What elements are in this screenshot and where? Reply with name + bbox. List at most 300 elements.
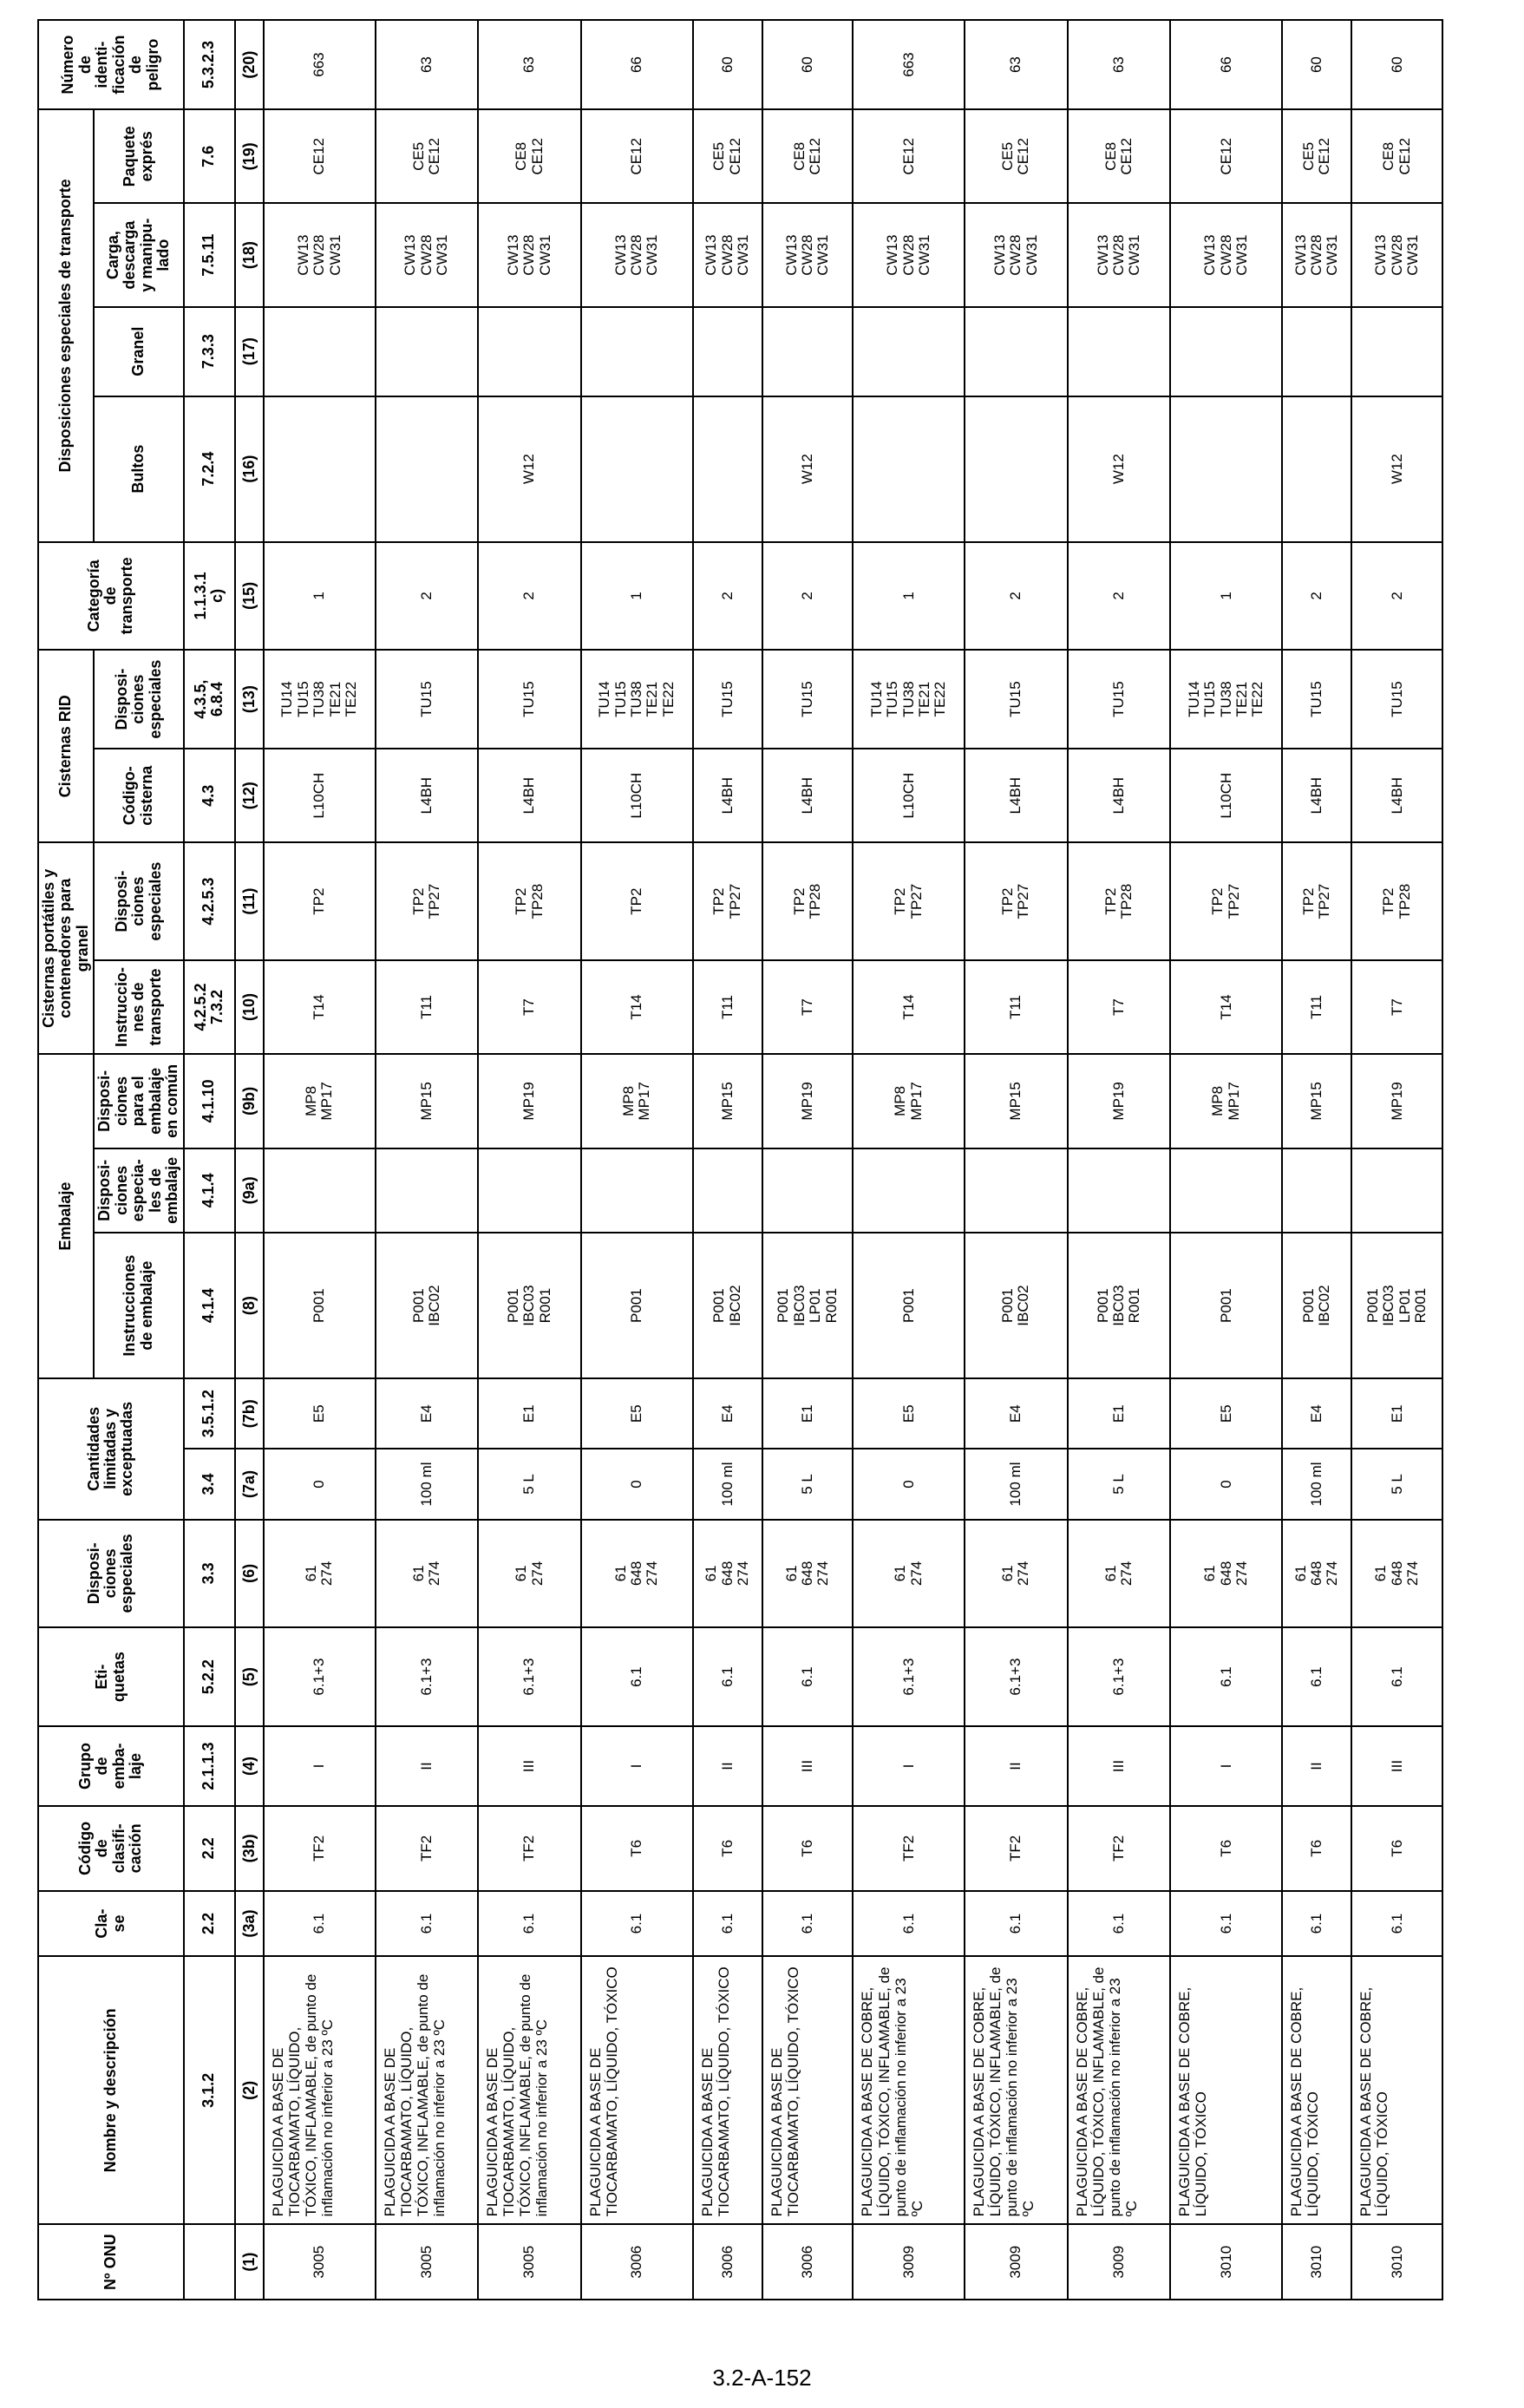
table-row: [693, 20, 762, 2300]
column-number-row: [235, 20, 264, 2300]
table-cell: MP15: [1282, 1054, 1351, 1148]
un-number-cell: 3009: [965, 2224, 1068, 2300]
table-cell: TU15: [1351, 650, 1442, 749]
table-row: [965, 20, 1068, 2300]
table-cell: MP19: [1068, 1054, 1171, 1148]
header-clase: Cla- se: [38, 1891, 184, 1957]
colnum-cell-8: (7a): [235, 1449, 264, 1519]
ref-cell-1: [184, 2224, 235, 2300]
table-cell: [762, 307, 854, 396]
table-cell: [376, 1148, 479, 1233]
table-cell: [478, 1148, 581, 1233]
table-cell: III: [1351, 1726, 1442, 1806]
table-cell: E4: [1282, 1378, 1351, 1449]
table-cell: MP15: [376, 1054, 479, 1148]
name-description-cell: PLAGUICIDA A BASE DE COBRE, LÍQUIDO, TÓXICO, INFLAMABLE, de punto de inflamación no inferior a 23 ºC: [965, 1956, 1068, 2224]
table-cell: 2: [965, 542, 1068, 651]
table-cell: 6.1: [1282, 1891, 1351, 1957]
table-cell: E5: [1170, 1378, 1282, 1449]
table-cell: 1: [581, 542, 693, 651]
table-cell: [853, 307, 965, 396]
table-cell: E5: [264, 1378, 376, 1449]
table-cell: T14: [1170, 960, 1282, 1054]
table-cell: TF2: [965, 1806, 1068, 1891]
table-cell: 63: [478, 20, 581, 109]
table-row: [1068, 20, 1171, 2300]
table-cell: MP19: [478, 1054, 581, 1148]
table-cell: 6.1: [1282, 1627, 1351, 1726]
table-cell: MP8 MP17: [581, 1054, 693, 1148]
ref-cell-14: 4.2.5.3: [184, 842, 235, 959]
ref-cell-8: 3.4: [184, 1449, 235, 1519]
table-cell: [965, 307, 1068, 396]
header-embalaje: Embalaje: [38, 1054, 94, 1378]
table-cell: 6.1+3: [853, 1627, 965, 1726]
table-cell: [965, 396, 1068, 542]
table-cell: CE5 CE12: [693, 109, 762, 203]
table-cell: [1351, 1148, 1442, 1233]
name-description-cell: PLAGUICIDA A BASE DE TIOCARBAMATO, LÍQUIDO, TÓXICO, INFLAMABLE, de punto de inflamación no inferior a 23 ºC: [264, 1956, 376, 2224]
table-cell: TU14 TU15 TU38 TE21 TE22: [1170, 650, 1282, 749]
table-cell: II: [693, 1726, 762, 1806]
colnum-cell-2: (2): [235, 1956, 264, 2224]
table-cell: 6.1: [1170, 1627, 1282, 1726]
table-cell: [1170, 1148, 1282, 1233]
colnum-cell-4: (3b): [235, 1806, 264, 1891]
table-cell: MP8 MP17: [1170, 1054, 1282, 1148]
table-cell: CW13 CW28 CW31: [1170, 204, 1282, 307]
table-cell: 6.1: [762, 1891, 854, 1957]
un-number-cell: 3010: [1282, 2224, 1351, 2300]
table-cell: 61 274: [853, 1520, 965, 1628]
table-cell: 2: [478, 542, 581, 651]
colnum-cell-14: (11): [235, 842, 264, 959]
table-cell: [1170, 396, 1282, 542]
table-cell: CW13 CW28 CW31: [264, 204, 376, 307]
table-cell: I: [581, 1726, 693, 1806]
table-cell: T14: [853, 960, 965, 1054]
ref-cell-12: 4.1.10: [184, 1054, 235, 1148]
table-cell: [264, 307, 376, 396]
table-cell: T6: [1282, 1806, 1351, 1891]
table-cell: TP2: [264, 842, 376, 959]
ref-cell-20: 7.5.11: [184, 204, 235, 307]
table-cell: [376, 307, 479, 396]
un-number-cell: 3005: [376, 2224, 479, 2300]
un-number-cell: 3010: [1351, 2224, 1442, 2300]
ref-cell-18: 7.2.4: [184, 396, 235, 542]
table-cell: 100 ml: [693, 1449, 762, 1519]
table-cell: MP8 MP17: [853, 1054, 965, 1148]
table-cell: TU14 TU15 TU38 TE21 TE22: [581, 650, 693, 749]
ref-cell-7: 3.3: [184, 1520, 235, 1628]
table-cell: [693, 396, 762, 542]
table-cell: L10CH: [853, 749, 965, 842]
table-cell: T14: [581, 960, 693, 1054]
table-cell: L10CH: [1170, 749, 1282, 842]
header-etiquetas: Eti- quetas: [38, 1627, 184, 1726]
ref-cell-13: 4.2.5.2 7.3.2: [184, 960, 235, 1054]
table-cell: TU15: [478, 650, 581, 749]
table-cell: 6.1: [581, 1891, 693, 1957]
colnum-cell-16: (13): [235, 650, 264, 749]
table-cell: CE8 CE12: [1351, 109, 1442, 203]
table-cell: 6.1: [581, 1627, 693, 1726]
table-cell: [1282, 307, 1351, 396]
name-description-cell: PLAGUICIDA A BASE DE COBRE, LÍQUIDO, TÓXICO, INFLAMABLE, de punto de inflamación no inferior a 23 ºC: [853, 1956, 965, 2224]
table-cell: MP8 MP17: [264, 1054, 376, 1148]
table-cell: E4: [376, 1378, 479, 1449]
table-cell: TP2 TP28: [1351, 842, 1442, 959]
ref-cell-5: 2.1.1.3: [184, 1726, 235, 1806]
ref-cell-2: 3.1.2: [184, 1956, 235, 2224]
table-cell: CE12: [264, 109, 376, 203]
table-cell: L4BH: [965, 749, 1068, 842]
table-cell: P001: [1170, 1233, 1282, 1378]
table-cell: 0: [581, 1449, 693, 1519]
table-cell: [1282, 1148, 1351, 1233]
table-cell: 5 L: [1351, 1449, 1442, 1519]
table-cell: TP2 TP27: [693, 842, 762, 959]
table-cell: T7: [1351, 960, 1442, 1054]
table-cell: I: [264, 1726, 376, 1806]
table-cell: T11: [1282, 960, 1351, 1054]
table-cell: W12: [1351, 396, 1442, 542]
ref-cell-15: 4.3: [184, 749, 235, 842]
table-cell: E1: [1351, 1378, 1442, 1449]
table-cell: CE8 CE12: [478, 109, 581, 203]
colnum-cell-3: (3a): [235, 1891, 264, 1957]
table-cell: TU14 TU15 TU38 TE21 TE22: [853, 650, 965, 749]
table-cell: 63: [965, 20, 1068, 109]
table-cell: 2: [762, 542, 854, 651]
header-disp-transporte: Disposiciones especiales de transporte: [38, 109, 94, 541]
table-cell: CE8 CE12: [762, 109, 854, 203]
table-cell: 60: [693, 20, 762, 109]
table-cell: [693, 1148, 762, 1233]
table-cell: II: [376, 1726, 479, 1806]
un-number-cell: 3010: [1170, 2224, 1282, 2300]
table-cell: TP2 TP27: [965, 842, 1068, 959]
table-cell: 0: [264, 1449, 376, 1519]
table-cell: 663: [853, 20, 965, 109]
table-cell: 5 L: [762, 1449, 854, 1519]
table-cell: [581, 1148, 693, 1233]
table-cell: W12: [1068, 396, 1171, 542]
table-cell: III: [762, 1726, 854, 1806]
table-cell: [853, 1148, 965, 1233]
table-cell: 5 L: [478, 1449, 581, 1519]
table-row: [1351, 20, 1442, 2300]
table-cell: 60: [1282, 20, 1351, 109]
table-cell: P001 IBC02: [1282, 1233, 1351, 1378]
table-row: [264, 20, 376, 2300]
un-number-cell: 3006: [762, 2224, 854, 2300]
table-cell: T6: [762, 1806, 854, 1891]
table-cell: [478, 307, 581, 396]
table-cell: P001: [581, 1233, 693, 1378]
table-cell: L4BH: [1068, 749, 1171, 842]
page-number: 3.2-A-152: [712, 2365, 812, 2391]
table-cell: T11: [965, 960, 1068, 1054]
header-disp-cist-rid: Disposi- ciones especiales: [94, 650, 183, 749]
table-cell: P001 IBC02: [693, 1233, 762, 1378]
table-cell: 63: [1068, 20, 1171, 109]
header-codigo-cisterna: Código- cisterna: [94, 749, 183, 842]
table-cell: 2: [376, 542, 479, 651]
table-cell: E1: [762, 1378, 854, 1449]
name-description-cell: PLAGUICIDA A BASE DE TIOCARBAMATO, LÍQUIDO, TÓXICO: [581, 1956, 693, 2224]
table-cell: L4BH: [762, 749, 854, 842]
table-row: [478, 20, 581, 2300]
table-cell: E4: [693, 1378, 762, 1449]
table-cell: E1: [478, 1378, 581, 1449]
table-cell: T6: [581, 1806, 693, 1891]
table-cell: [1351, 307, 1442, 396]
colnum-cell-11: (9a): [235, 1148, 264, 1233]
header-disposiciones: Disposi- ciones especiales: [38, 1520, 184, 1628]
table-cell: [1068, 307, 1171, 396]
header-instr-transporte: Instruccio- nes de transporte: [94, 960, 183, 1054]
table-cell: CW13 CW28 CW31: [1068, 204, 1171, 307]
table-cell: 6.1: [693, 1627, 762, 1726]
table-cell: L4BH: [693, 749, 762, 842]
table-cell: TF2: [376, 1806, 479, 1891]
table-cell: 61 648 274: [1351, 1520, 1442, 1628]
table-cell: [1170, 307, 1282, 396]
table-cell: [1282, 396, 1351, 542]
table-cell: 6.1: [693, 1891, 762, 1957]
table-row: [376, 20, 479, 2300]
table-cell: 663: [264, 20, 376, 109]
table-cell: TP2 TP28: [1068, 842, 1171, 959]
colnum-cell-9: (7b): [235, 1378, 264, 1449]
table-cell: 6.1+3: [264, 1627, 376, 1726]
table-cell: T7: [762, 960, 854, 1054]
table-cell: CW13 CW28 CW31: [1351, 204, 1442, 307]
table-cell: CW13 CW28 CW31: [376, 204, 479, 307]
table-cell: CW13 CW28 CW31: [853, 204, 965, 307]
table-cell: [581, 396, 693, 542]
table-cell: TP2 TP27: [376, 842, 479, 959]
header-paquete: Paquete exprés: [94, 109, 183, 203]
table-cell: L4BH: [478, 749, 581, 842]
colnum-cell-6: (5): [235, 1627, 264, 1726]
table-cell: MP19: [1351, 1054, 1442, 1148]
un-number-cell: 3006: [693, 2224, 762, 2300]
table-cell: [264, 1148, 376, 1233]
header-row-1: [38, 20, 94, 2300]
colnum-cell-10: (8): [235, 1233, 264, 1378]
table-cell: 61 648 274: [581, 1520, 693, 1628]
table-cell: TP2 TP28: [478, 842, 581, 959]
ref-cell-21: 7.6: [184, 109, 235, 203]
table-cell: TP2 TP27: [1282, 842, 1351, 959]
table-cell: 0: [853, 1449, 965, 1519]
colnum-cell-7: (6): [235, 1520, 264, 1628]
name-description-cell: PLAGUICIDA A BASE DE COBRE, LÍQUIDO, TÓXICO: [1351, 1956, 1442, 2224]
name-description-cell: PLAGUICIDA A BASE DE TIOCARBAMATO, LÍQUIDO, TÓXICO: [693, 1956, 762, 2224]
table-cell: 6.1: [1170, 1891, 1282, 1957]
table-cell: [693, 307, 762, 396]
ref-cell-19: 7.3.3: [184, 307, 235, 396]
table-cell: 6.1+3: [376, 1627, 479, 1726]
ref-cell-22: 5.3.2.3: [184, 20, 235, 109]
table-cell: 66: [1170, 20, 1282, 109]
colnum-cell-21: (19): [235, 109, 264, 203]
table-cell: 61 274: [376, 1520, 479, 1628]
name-description-cell: PLAGUICIDA A BASE DE COBRE, LÍQUIDO, TÓXICO, INFLAMABLE, de punto de inflamación no inferior a 23 ºC: [1068, 1956, 1171, 2224]
reference-row: [184, 20, 235, 2300]
header-name: Nombre y descripción: [38, 1956, 184, 2224]
colnum-cell-15: (12): [235, 749, 264, 842]
table-cell: CW13 CW28 CW31: [965, 204, 1068, 307]
table-cell: P001 IBC02: [965, 1233, 1068, 1378]
table-cell: [1068, 1148, 1171, 1233]
table-cell: P001: [853, 1233, 965, 1378]
table-cell: 6.1: [478, 1891, 581, 1957]
table-cell: T6: [1170, 1806, 1282, 1891]
table-cell: P001 IBC03 LP01 R001: [762, 1233, 854, 1378]
table-cell: 6.1: [1351, 1891, 1442, 1957]
table-cell: 60: [762, 20, 854, 109]
colnum-cell-13: (10): [235, 960, 264, 1054]
table-cell: 1: [264, 542, 376, 651]
table-cell: III: [1068, 1726, 1171, 1806]
table-cell: [376, 396, 479, 542]
table-cell: 6.1: [264, 1891, 376, 1957]
table-cell: CW13 CW28 CW31: [1282, 204, 1351, 307]
table-cell: III: [478, 1726, 581, 1806]
header-disp-comun: Disposi- ciones para el embalaje en común: [94, 1054, 183, 1148]
colnum-cell-18: (16): [235, 396, 264, 542]
table-cell: TP2: [581, 842, 693, 959]
table-cell: L4BH: [1351, 749, 1442, 842]
table-cell: TU14 TU15 TU38 TE21 TE22: [264, 650, 376, 749]
table-cell: 1: [1170, 542, 1282, 651]
colnum-cell-22: (20): [235, 20, 264, 109]
table-cell: T7: [478, 960, 581, 1054]
un-number-cell: 3005: [478, 2224, 581, 2300]
table-cell: TU15: [376, 650, 479, 749]
table-row: [581, 20, 693, 2300]
table-cell: TP2 TP27: [1170, 842, 1282, 959]
table-cell: CW13 CW28 CW31: [581, 204, 693, 307]
table-cell: 6.1: [853, 1891, 965, 1957]
table-cell: T14: [264, 960, 376, 1054]
colnum-cell-20: (18): [235, 204, 264, 307]
table-cell: TP2 TP28: [762, 842, 854, 959]
header-num-peligro: Número de identi- ficación de peligro: [38, 20, 184, 109]
header-categoria: Categoría de transporte: [38, 542, 184, 651]
table-cell: 61 648 274: [1282, 1520, 1351, 1628]
header-disp-cist-port: Disposi- ciones especiales: [94, 842, 183, 959]
table-cell: E4: [965, 1378, 1068, 1449]
name-description-cell: PLAGUICIDA A BASE DE TIOCARBAMATO, LÍQUIDO, TÓXICO, INFLAMABLE, de punto de inflamación no inferior a 23 ºC: [376, 1956, 479, 2224]
name-description-cell: PLAGUICIDA A BASE DE COBRE, LÍQUIDO, TÓXICO: [1170, 1956, 1282, 2224]
table-cell: MP15: [693, 1054, 762, 1148]
table-cell: CE8 CE12: [1068, 109, 1171, 203]
table-cell: II: [1282, 1726, 1351, 1806]
table-cell: W12: [762, 396, 854, 542]
table-cell: TF2: [853, 1806, 965, 1891]
header-cisternas-portatiles: Cisternas portátiles y contenedores para granel: [38, 842, 94, 1054]
table-cell: 1: [853, 542, 965, 651]
table-cell: CE5 CE12: [1282, 109, 1351, 203]
name-description-cell: PLAGUICIDA A BASE DE TIOCARBAMATO, LÍQUIDO, TÓXICO, INFLAMABLE, de punto de inflamación no inferior a 23 ºC: [478, 1956, 581, 2224]
table-cell: L4BH: [376, 749, 479, 842]
table-cell: TF2: [478, 1806, 581, 1891]
table-cell: [762, 1148, 854, 1233]
ref-cell-4: 2.2: [184, 1806, 235, 1891]
table-row: [1170, 20, 1282, 2300]
colnum-cell-5: (4): [235, 1726, 264, 1806]
table-cell: 63: [376, 20, 479, 109]
un-number-cell: 3006: [581, 2224, 693, 2300]
header-instr-embalaje: Instrucciones de embalaje: [94, 1233, 183, 1378]
table-cell: II: [965, 1726, 1068, 1806]
table-cell: T7: [1068, 960, 1171, 1054]
table-cell: 100 ml: [376, 1449, 479, 1519]
header-un: Nº ONU: [38, 2224, 184, 2300]
table-cell: P001 IBC03 R001: [1068, 1233, 1171, 1378]
table-cell: 61 274: [965, 1520, 1068, 1628]
table-cell: W12: [478, 396, 581, 542]
header-cisternas-rid: Cisternas RID: [38, 650, 94, 842]
table-cell: 5 L: [1068, 1449, 1171, 1519]
table-cell: CE5 CE12: [965, 109, 1068, 203]
table-cell: T6: [1351, 1806, 1442, 1891]
table-cell: 2: [1351, 542, 1442, 651]
table-cell: TU15: [1282, 650, 1351, 749]
table-cell: 6.1: [376, 1891, 479, 1957]
header-disp-embalaje: Disposi- ciones especia- les de embalaje: [94, 1148, 183, 1233]
colnum-cell-17: (15): [235, 542, 264, 651]
table-cell: CE12: [1170, 109, 1282, 203]
table-cell: T11: [693, 960, 762, 1054]
table-body: [184, 20, 1443, 2300]
table-cell: TU15: [762, 650, 854, 749]
table-cell: TF2: [1068, 1806, 1171, 1891]
table-cell: TP2 TP27: [853, 842, 965, 959]
table-row: [853, 20, 965, 2300]
colnum-cell-1: (1): [235, 2224, 264, 2300]
table-cell: [965, 1148, 1068, 1233]
table-cell: P001 IBC03 LP01 R001: [1351, 1233, 1442, 1378]
table-cell: 100 ml: [1282, 1449, 1351, 1519]
colnum-cell-19: (17): [235, 307, 264, 396]
table-cell: 6.1: [965, 1891, 1068, 1957]
table-cell: E1: [1068, 1378, 1171, 1449]
table-cell: 61 274: [1068, 1520, 1171, 1628]
un-number-cell: 3009: [853, 2224, 965, 2300]
table-cell: 6.1: [1351, 1627, 1442, 1726]
ref-cell-9: 3.5.1.2: [184, 1378, 235, 1449]
table-cell: 61 648 274: [762, 1520, 854, 1628]
table-cell: L10CH: [264, 749, 376, 842]
table-cell: E5: [581, 1378, 693, 1449]
table-cell: L10CH: [581, 749, 693, 842]
header-grupo: Grupo de emba- laje: [38, 1726, 184, 1806]
table-row: [1282, 20, 1351, 2300]
table-cell: [853, 396, 965, 542]
table-cell: P001 IBC03 R001: [478, 1233, 581, 1378]
table-cell: CE12: [853, 109, 965, 203]
ref-cell-6: 5.2.2: [184, 1627, 235, 1726]
table-cell: 6.1: [762, 1627, 854, 1726]
table-cell: CE12: [581, 109, 693, 203]
dangerous-goods-table: [37, 19, 1443, 2300]
